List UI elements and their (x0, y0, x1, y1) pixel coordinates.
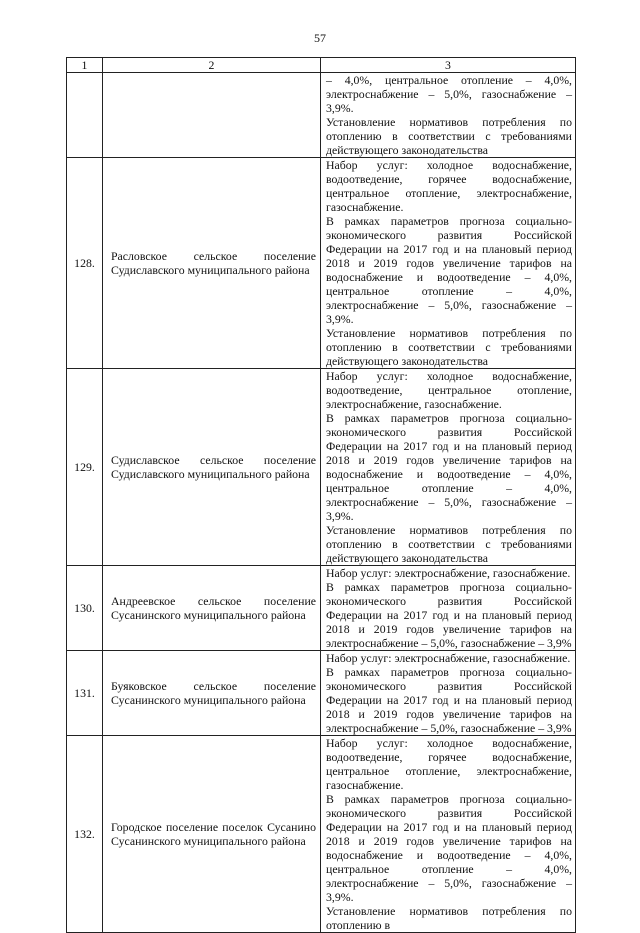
row-number: 128. (67, 158, 103, 369)
description-paragraph: Набор услуг: холодное водоснабжение, водоотведение, горячее водоснабжение, центральное отопление, электроснабжение, газоснабжение. (326, 158, 572, 214)
table-header-row (67, 58, 576, 73)
description-paragraph: В рамках параметров прогноза социально-экономического развития Российской Федерации на 2017 год и на плановый период 2018 и 2019 годов увеличение тарифов на водоснабжение и водоотведение – 4,0%, центральное отопление – 4,0%, электроснабжение – 5,0%, газоснабжение – 3,9%. (326, 411, 572, 523)
description-paragraph: Установление нормативов потребления по отоплению в соответствии с требованиями действующего законодательства (326, 326, 572, 368)
tariff-table (66, 57, 576, 933)
description-paragraph: В рамках параметров прогноза социально-экономического развития Российской Федерации на 2017 год и на плановый период 2018 и 2019 годов увеличение тарифов на электроснабжение – 5,0%, газоснабжение – 3,9% (326, 580, 572, 650)
settlement-name (103, 73, 321, 158)
tariff-description (321, 566, 576, 651)
table-row (67, 651, 576, 736)
row-number: 131. (67, 651, 103, 736)
column-header-1: 1 (67, 58, 103, 73)
description-paragraph: Установление нормативов потребления по отоплению в (326, 904, 572, 932)
description-paragraph: – 4,0%, центральное отопление – 4,0%, электроснабжение – 5,0%, газоснабжение – 3,9%. (326, 73, 572, 115)
description-paragraph: Набор услуг: холодное водоснабжение, водоотведение, горячее водоснабжение, центральное отопление, электроснабжение, газоснабжение. (326, 736, 572, 792)
description-paragraph: В рамках параметров прогноза социально-экономического развития Российской Федерации на 2017 год и на плановый период 2018 и 2019 годов увеличение тарифов на водоснабжение и водоотведение – 4,0%, центральное отопление – 4,0%, электроснабжение – 5,0%, газоснабжение – 3,9%. (326, 792, 572, 904)
settlement-name: Городское поселение поселок Сусанино Сусанинского муниципального района (103, 736, 321, 933)
settlement-name: Буяковское сельское поселение Сусанинского муниципального района (103, 651, 321, 736)
column-header-2: 2 (103, 58, 321, 73)
row-number: 132. (67, 736, 103, 933)
tariff-description (321, 369, 576, 566)
column-header-3: 3 (321, 58, 576, 73)
table-body (67, 73, 576, 933)
settlement-name: Судиславское сельское поселение Судиславского муниципального района (103, 369, 321, 566)
row-number: 129. (67, 369, 103, 566)
table-row (67, 566, 576, 651)
page-number: 57 (314, 31, 326, 45)
tariff-description (321, 158, 576, 369)
tariff-description (321, 73, 576, 158)
row-number (67, 73, 103, 158)
table-row (67, 158, 576, 369)
tariff-description (321, 651, 576, 736)
description-paragraph: Набор услуг: холодное водоснабжение, водоотведение, центральное отопление, электроснабжение, газоснабжение. (326, 369, 572, 411)
table-row (67, 73, 576, 158)
description-paragraph: Установление нормативов потребления по отоплению в соответствии с требованиями действующего законодательства (326, 115, 572, 157)
description-paragraph: В рамках параметров прогноза социально-экономического развития Российской Федерации на 2017 год и на плановый период 2018 и 2019 годов увеличение тарифов на электроснабжение – 5,0%, газоснабжение – 3,9% (326, 665, 572, 735)
tariff-description (321, 736, 576, 933)
description-paragraph: Набор услуг: электроснабжение, газоснабжение. (326, 651, 571, 665)
table-row (67, 736, 576, 933)
description-paragraph: В рамках параметров прогноза социально-экономического развития Российской Федерации на 2017 год и на плановый период 2018 и 2019 годов увеличение тарифов на водоснабжение и водоотведение – 4,0%, центральное отопление – 4,0%, электроснабжение – 5,0%, газоснабжение – 3,9%. (326, 214, 572, 326)
settlement-name: Расловское сельское поселение Судиславского муниципального района (103, 158, 321, 369)
settlement-name: Андреевское сельское поселение Сусанинского муниципального района (103, 566, 321, 651)
description-paragraph: Установление нормативов потребления по отоплению в соответствии с требованиями действующего законодательства (326, 523, 572, 565)
description-paragraph: Набор услуг: электроснабжение, газоснабжение. (326, 566, 571, 580)
row-number: 130. (67, 566, 103, 651)
table-row (67, 369, 576, 566)
